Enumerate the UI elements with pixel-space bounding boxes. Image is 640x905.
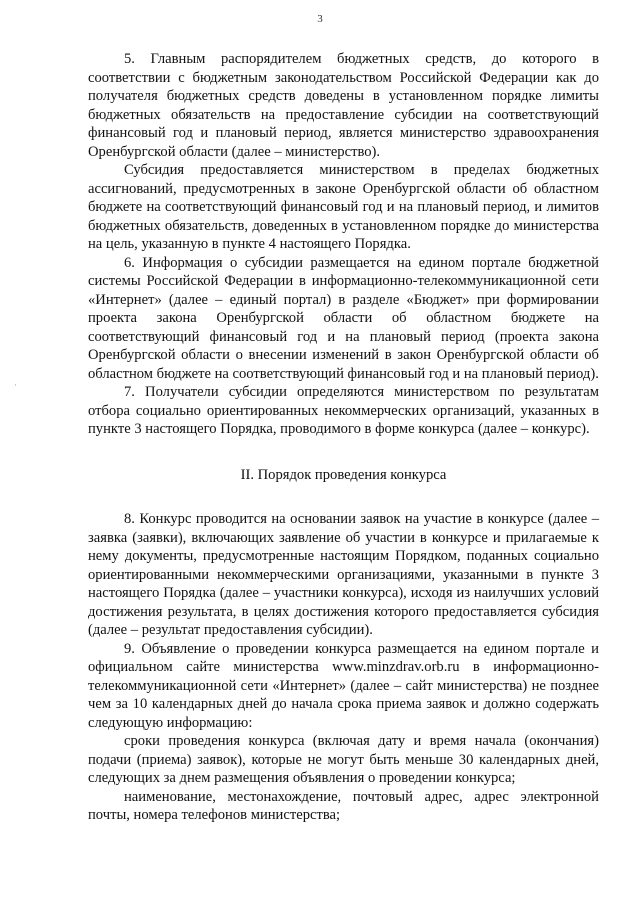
paragraph-7: 7. Получатели субсидии определяются министерством по результатам отбора социально ориентированных некоммерческих организаций, указанных в пункте 3 настоящего Порядка, проводимого в форме конкурса (далее – конкурс). <box>88 384 599 437</box>
paragraph-subsidy: Субсидия предоставляется министерством в пределах бюджетных ассигнований, предусмотренных в законе Оренбургской области об областном бюджете на соответствующий финансовый год и на плановый период, и лимитов бюджетных обязательств, доведенных в установленном порядке до министерства на цель, указанную в пункте 4 настоящего Порядка. <box>88 162 599 252</box>
section-heading: II. Порядок проведения конкурса <box>240 466 447 483</box>
paragraph-8: 8. Конкурс проводится на основании заявок на участие в конкурсе (далее – заявка (заявки), включающих заявление об участии в конкурсе и прилагаемые к нему документы, предусмотренные настоящим Порядком, поданных социально ориентированными некоммерческими организациями, указанными в пункте 3 настоящего Порядка (далее – участники конкурса), исходя из наилучших условий достижения результата, в целях достижения которого предоставляется субсидия (далее – результат предоставления субсидии). <box>88 511 599 638</box>
margin-mark: · <box>14 380 17 390</box>
paragraph-contacts: наименование, местонахождение, почтовый адрес, адрес электронной почты, номера телефонов министерства; <box>88 788 599 823</box>
paragraph-9: 9. Объявление о проведении конкурса размещается на едином портале и официальном сайте министерства www.minzdrav.orb.ru в информационно-телекоммуникационной сети «Интернет» (далее – сайт министерства) не позднее чем за 10 календарных дней до начала срока приема заявок и должно содержать следующую информацию: <box>88 640 599 731</box>
paragraph-deadlines: сроки проведения конкурса (включая дату и время начала (окончания) подачи (приема) заявок), которые не могут быть меньше 30 календарных дней, следующих за днем размещения объявления о проведении конкурса; <box>88 733 599 786</box>
document-body <box>88 50 599 825</box>
paragraph-5: 5. Главным распорядителем бюджетных средств, до которого в соответствии с бюджетным законодательством Российской Федерации как до получателя бюджетных средств доведены в установленном порядке лимиты бюджетных обязательств на предоставление субсидии на соответствующий финансовый год и плановый период, является министерство здравоохранения Оренбургской области (далее – министерство). <box>88 51 599 160</box>
page-number: 3 <box>317 13 323 25</box>
paragraph-6: 6. Информация о субсидии размещается на едином портале бюджетной системы Российской Федерации в информационно-телекоммуникационной сети «Интернет» (далее – единый портал) в разделе «Бюджет» при формировании проекта закона Оренбургской области об областном бюджете на соответствующий финансовый год и на плановый период (проекта закона Оренбургской области о внесении изменений в закон Оренбургской области об областном бюджете на соответствующий финансовый год и на плановый период). <box>88 254 599 382</box>
